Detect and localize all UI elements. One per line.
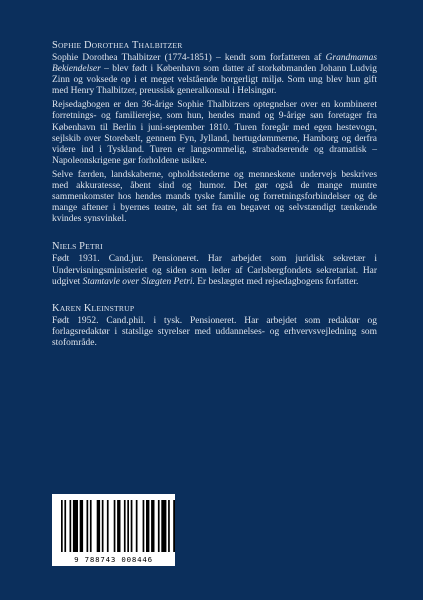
bio-paragraph: Sophie Dorothea Thalbitzer (1774-1851) – kendt som forfatteren af Grandmamas Bekiendelser – blev født i København som datter af storkøbmanden Johann Ludvig Zinn og voksede op i et meget velstående borgerligt miljø. Som ung blev hun gift med Henry Thalbitzer, preussisk generalkonsul i Helsingør. (52, 53, 377, 97)
barcode-bar-15 (136, 500, 138, 552)
barcode-bar-11 (117, 500, 120, 552)
section-heading: SOPHIE DOROTHEA THALBITZER (52, 40, 183, 51)
bio-paragraph: Født 1952. Cand.phil. i tysk. Pensioneret. Har arbejdet som redaktør og forlagsredaktør i statslige styrelser med uddannelses- og erhvervsvejledning som stofområde. (52, 315, 377, 348)
barcode-bar-14 (131, 500, 133, 552)
barcode-bar-1 (64, 500, 66, 552)
barcode-bar-18 (151, 500, 154, 552)
book-title: Stamtavle over Slægten Petri. (82, 276, 195, 287)
book-title: Grandmamas Bekiendelser (52, 53, 377, 75)
barcode-bar-12 (124, 500, 126, 552)
barcode-bar-19 (158, 500, 160, 552)
bio-paragraph: Født 1931. Cand.jur. Pensioneret. Har arbejdet som juridisk sekretær i Undervisningsministeriet og siden som leder af Carlsbergfondets sekretariat. Har udgivet Stamtavle over Slægten Petri. Er beslægtet med rejsedagbogens forfatter. (52, 254, 377, 287)
barcode-bar-16 (143, 500, 145, 552)
barcode-bar-20 (161, 500, 166, 552)
barcode-bar-22 (173, 500, 175, 552)
isbn-number: 9 788743 008446 (74, 555, 153, 564)
barcode-bar-10 (114, 500, 116, 552)
barcode-bars (52, 494, 175, 556)
barcode-bar-7 (97, 500, 100, 552)
author-section-kleinstrup (52, 303, 377, 349)
barcode-bar-2 (70, 500, 72, 552)
barcode-bar-6 (90, 500, 92, 552)
author-section-petri (52, 241, 377, 287)
barcode-bar-0 (61, 500, 63, 552)
description-paragraph: Rejsedagbogen er den 36-årige Sophie Thalbitzers optegnelser over en kombineret forretnings- og familierejse, som hun, hendes mand og 9-årige søn foretager fra København til Berlin i juni-september 1810. Turen foregår med egen hestevogn, sejlskib over Storebælt, gennem Fyn, Jylland, hertugdømmerne, Hamborg og derfra videre ind i Tyskland. Turen er langsommelig, strabadserende og dramatisk – Napoleonskrigene gør forholdene usikre. (52, 100, 377, 166)
section-heading: KAREN KLEINSTRUP (52, 302, 135, 314)
section-heading: NIELS PETRI (52, 241, 103, 253)
barcode-bar-8 (102, 500, 104, 552)
barcode-bar-17 (146, 500, 149, 552)
barcode-bar-13 (127, 500, 129, 552)
barcode-bar-9 (107, 500, 109, 552)
barcode-bar-5 (87, 500, 89, 552)
isbn-barcode (52, 494, 175, 566)
author-section-thalbitzer (52, 40, 377, 225)
barcode-bar-21 (168, 500, 170, 552)
barcode-bar-3 (73, 500, 78, 552)
description-paragraph: Selve færden, landskaberne, opholdsstederne og menneskene undervejs beskrives med akkuratesse, åbent sind og humor. Det gør også de mange muntre sammenkomster hos hendes mands tyske familie og forretningsforbindelser og de mange aftener i byernes teatre, alt set fra en begavet og selvstændigt tænkende kvindes synsvinkel. (52, 169, 377, 225)
barcode-bar-4 (80, 500, 83, 552)
